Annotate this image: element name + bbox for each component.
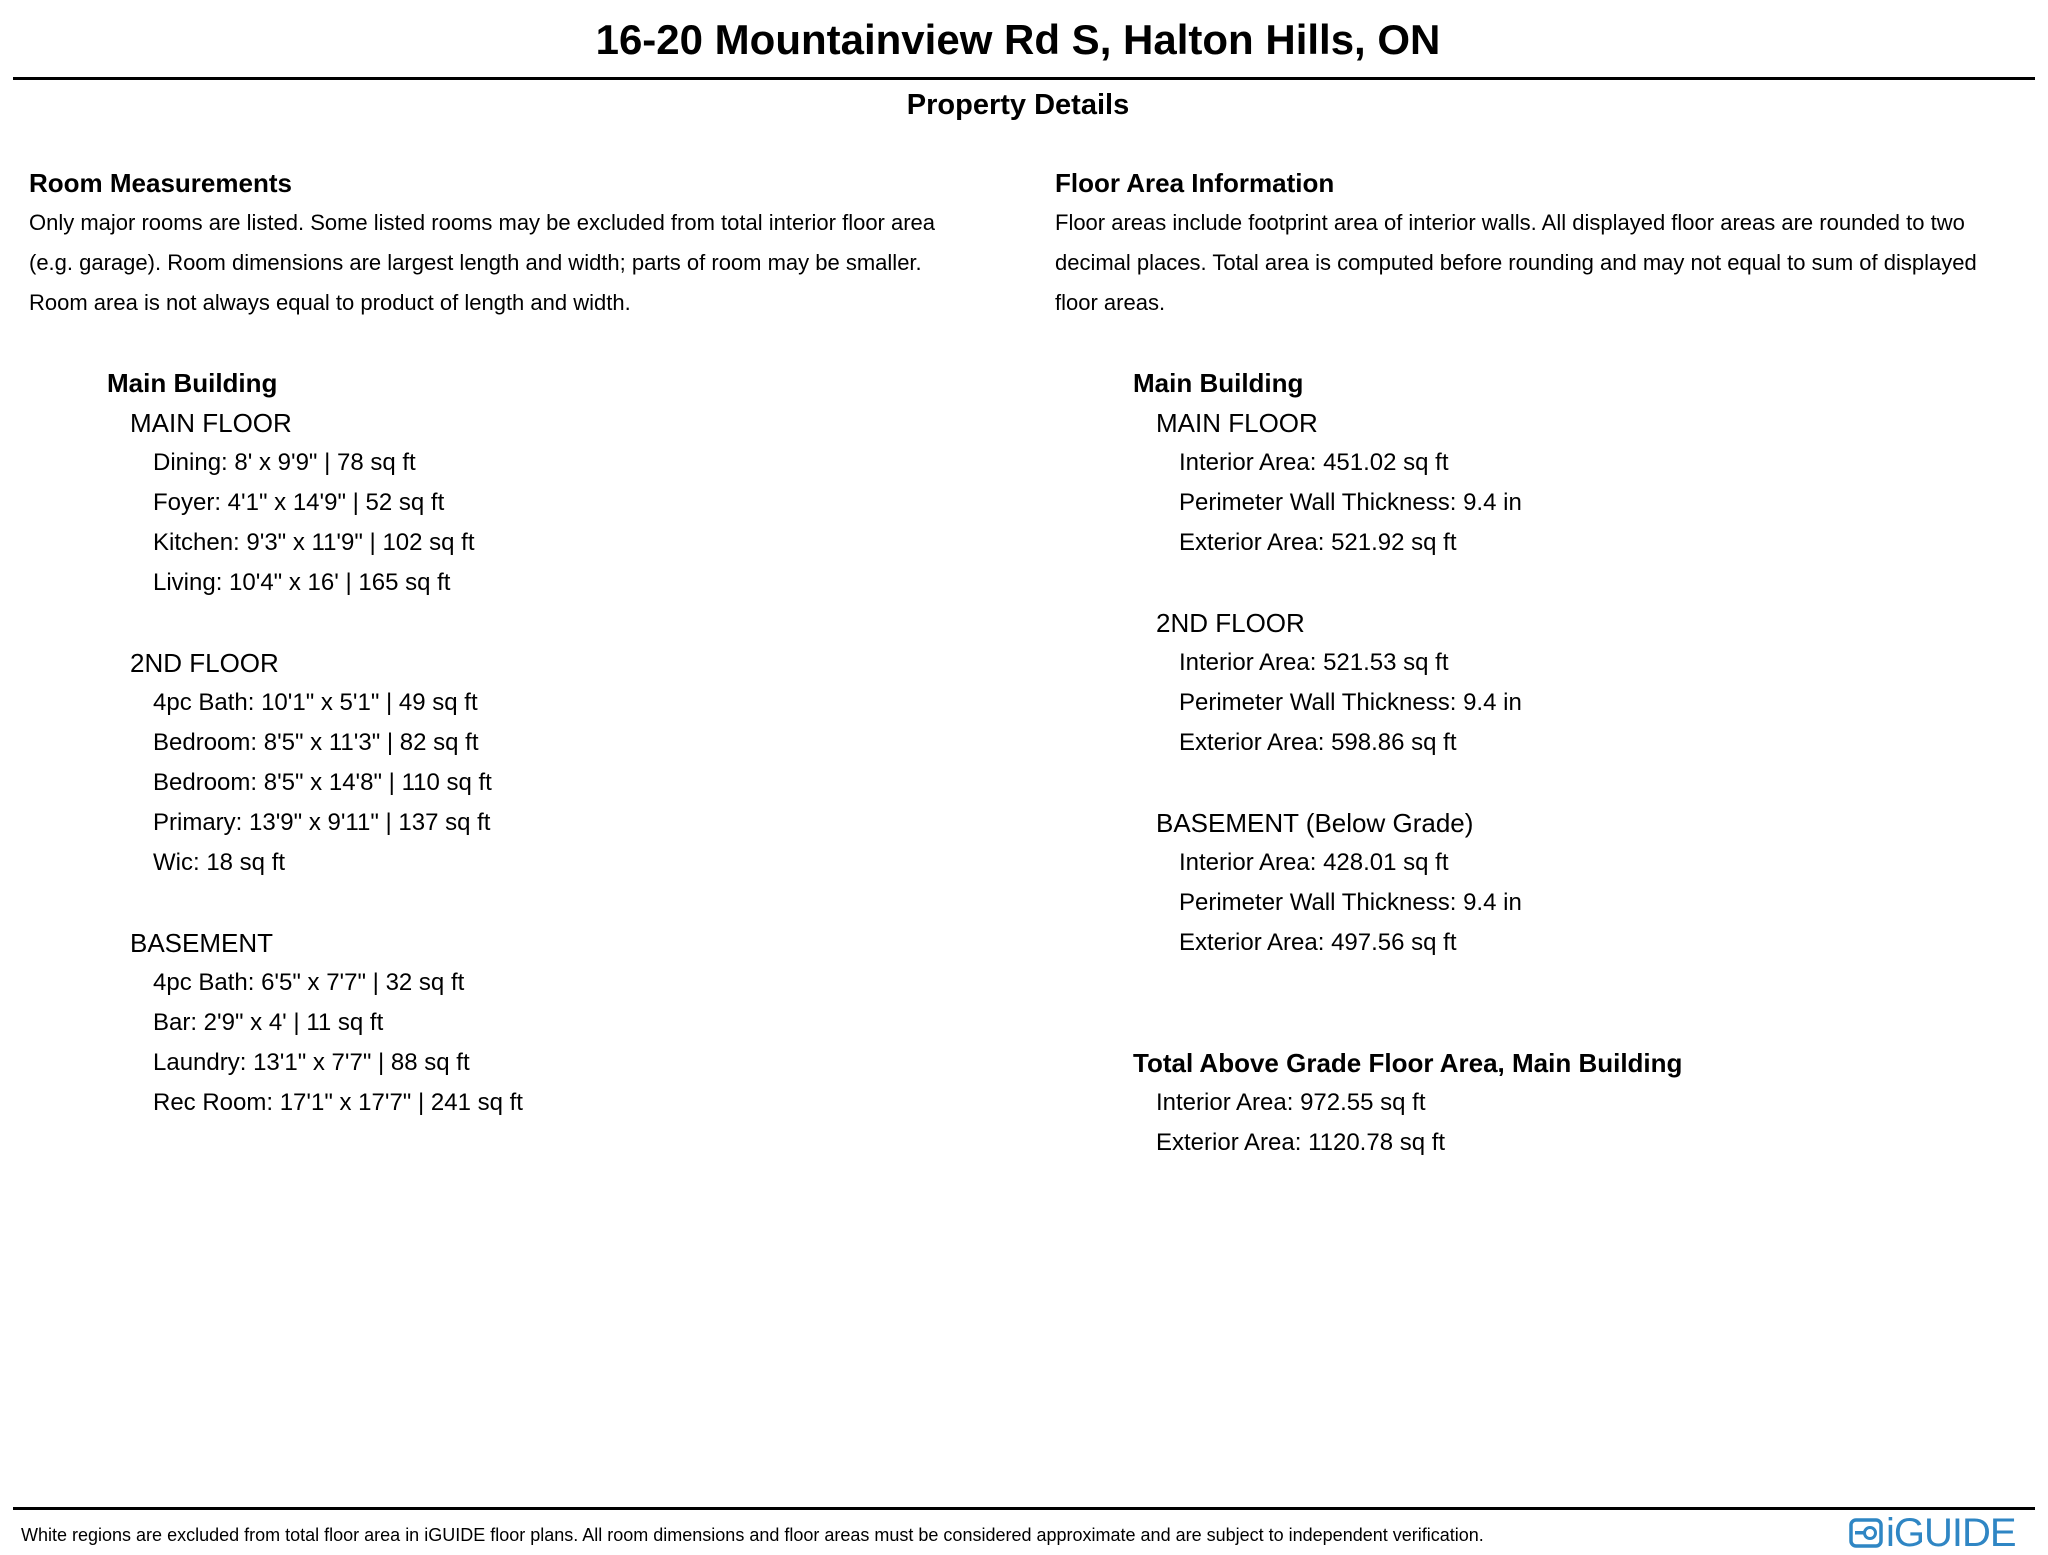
room-entry: 4pc Bath: 6'5" x 7'7" | 32 sq ft [153, 969, 465, 996]
room-entry: Bar: 2'9" x 4' | 11 sq ft [153, 1009, 384, 1036]
floor-name: BASEMENT [130, 928, 274, 958]
room-entry: Dining: 8' x 9'9" | 78 sq ft [153, 449, 416, 476]
room-entry: Primary: 13'9" x 9'11" | 137 sq ft [153, 809, 491, 836]
area-entry: Exterior Area: 497.56 sq ft [1179, 929, 1457, 956]
area-building-block [1055, 363, 2045, 963]
room-measurements-section [29, 163, 1029, 1123]
area-building-heading: Main Building [1133, 368, 1304, 398]
footer-divider [13, 1507, 2035, 1510]
room-entry: 4pc Bath: 10'1" x 5'1" | 49 sq ft [153, 689, 478, 716]
area-floor-main [1055, 403, 2045, 563]
floor-name: BASEMENT (Below Grade) [1156, 808, 1474, 838]
room-entry: Bedroom: 8'5" x 14'8" | 110 sq ft [153, 769, 492, 796]
floor-area-desc-line: floor areas. [1055, 290, 1166, 315]
room-entry: Wic: 18 sq ft [153, 849, 286, 876]
total-area-entry: Interior Area: 972.55 sq ft [1156, 1089, 1426, 1116]
iguide-logo [1848, 1513, 2016, 1553]
floor-area-heading: Floor Area Information [1055, 168, 1335, 198]
room-entry: Living: 10'4" x 16' | 165 sq ft [153, 569, 451, 596]
room-entry: Kitchen: 9'3" x 11'9" | 102 sq ft [153, 529, 475, 556]
page-title: 16-20 Mountainview Rd S, Halton Hills, ON [595, 16, 1441, 63]
floor-area-section [1055, 163, 2045, 1163]
room-floor-2nd [29, 643, 1029, 883]
area-entry: Interior Area: 521.53 sq ft [1179, 649, 1449, 676]
floor-name: 2ND FLOOR [130, 648, 279, 678]
page-subtitle: Property Details [906, 89, 1130, 121]
room-measurements-heading: Room Measurements [29, 168, 292, 198]
floor-area-desc-line: Floor areas include footprint area of interior walls. All displayed floor areas are rounded to two [1055, 210, 1965, 235]
area-entry: Perimeter Wall Thickness: 9.4 in [1179, 889, 1522, 916]
floor-name: MAIN FLOOR [130, 408, 292, 438]
total-area-entry: Exterior Area: 1120.78 sq ft [1156, 1129, 1446, 1156]
total-area-block [1055, 1043, 2045, 1163]
area-entry: Exterior Area: 521.92 sq ft [1179, 529, 1457, 556]
room-building-block [29, 363, 1029, 1123]
title-divider [13, 77, 2035, 80]
footer-disclaimer: White regions are excluded from total floor area in iGUIDE floor plans. All room dimensions and floor areas must be considered approximate and are subject to independent verification. [21, 1525, 1484, 1545]
area-entry: Interior Area: 428.01 sq ft [1179, 849, 1449, 876]
room-floor-basement [29, 923, 1029, 1123]
area-floor-basement [1055, 803, 2045, 963]
room-entry: Bedroom: 8'5" x 11'3" | 82 sq ft [153, 729, 479, 756]
room-entry: Rec Room: 17'1" x 17'7" | 241 sq ft [153, 1089, 523, 1116]
room-measurements-desc-line: Room area is not always equal to product of length and width. [29, 290, 631, 315]
room-entry: Laundry: 13'1" x 7'7" | 88 sq ft [153, 1049, 470, 1076]
area-entry: Interior Area: 451.02 sq ft [1179, 449, 1449, 476]
area-floor-2nd [1055, 603, 2045, 763]
area-entry: Perimeter Wall Thickness: 9.4 in [1179, 489, 1522, 516]
iguide-logo-icon [1848, 1515, 1884, 1551]
room-measurements-desc-line: (e.g. garage). Room dimensions are largest length and width; parts of room may be smaller. [29, 250, 922, 275]
room-building-heading: Main Building [107, 368, 278, 398]
floor-name: 2ND FLOOR [1156, 608, 1305, 638]
total-area-heading: Total Above Grade Floor Area, Main Building [1133, 1048, 1683, 1078]
room-measurements-desc-line: Only major rooms are listed. Some listed rooms may be excluded from total interior floor area [29, 210, 936, 235]
area-entry: Perimeter Wall Thickness: 9.4 in [1179, 689, 1522, 716]
iguide-logo-text: iGUIDE [1886, 1511, 2016, 1555]
floor-name: MAIN FLOOR [1156, 408, 1318, 438]
room-floor-main [29, 403, 1029, 603]
area-entry: Exterior Area: 598.86 sq ft [1179, 729, 1457, 756]
room-entry: Foyer: 4'1" x 14'9" | 52 sq ft [153, 489, 445, 516]
floor-area-desc-line: decimal places. Total area is computed before rounding and may not equal to sum of displayed [1055, 250, 1977, 275]
